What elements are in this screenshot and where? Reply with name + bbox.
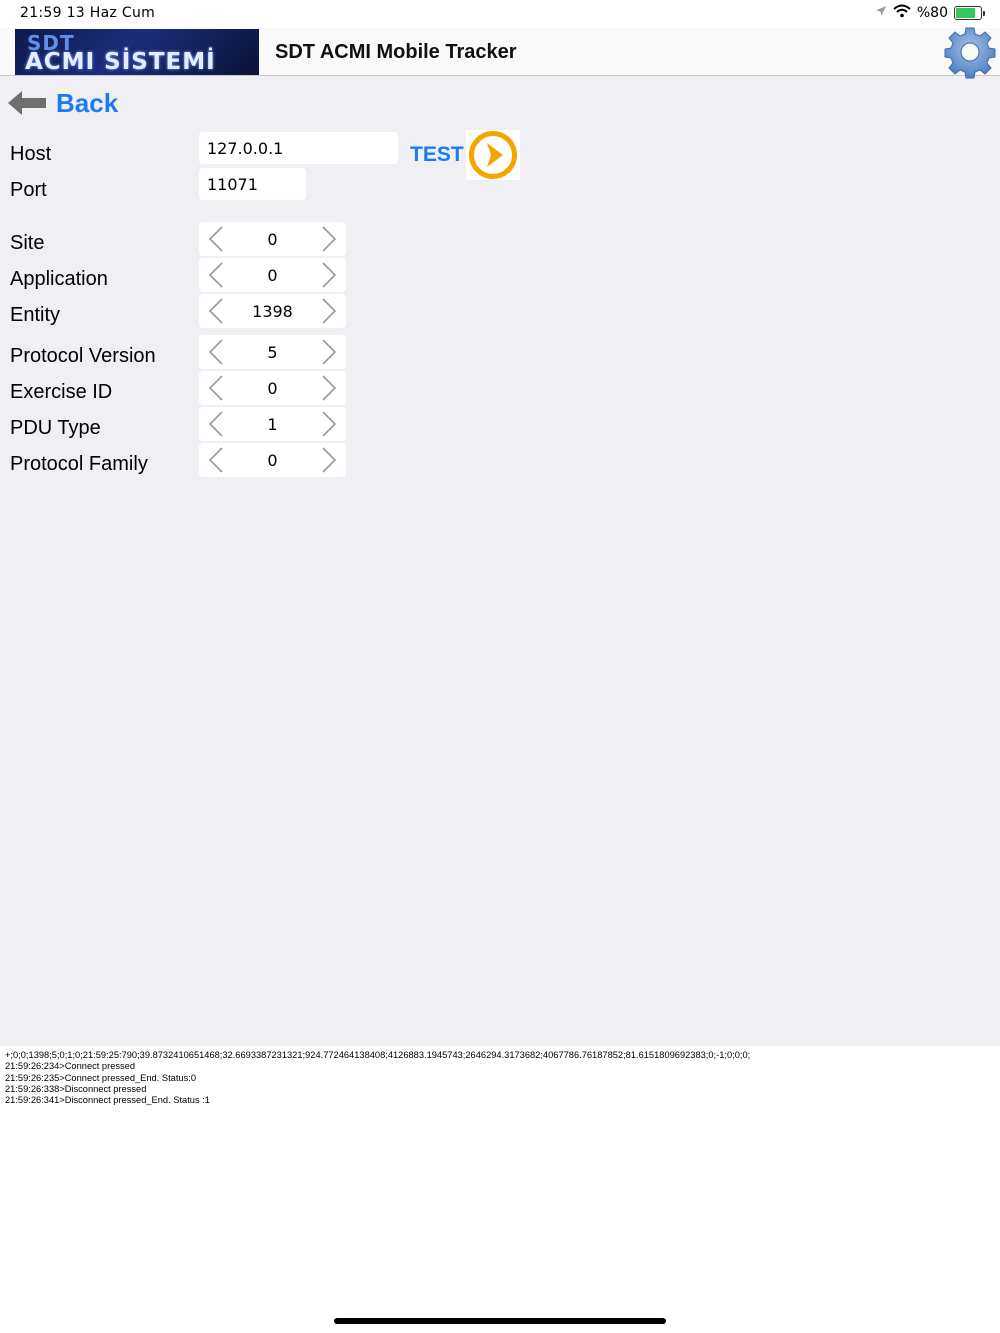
chevron-left-icon[interactable]	[201, 337, 231, 367]
app-header	[0, 28, 1000, 76]
chevron-left-icon[interactable]	[201, 373, 231, 403]
status-time: 21:59 13 Haz Cum	[20, 5, 156, 21]
log-area	[0, 1046, 1000, 1333]
wifi-icon	[893, 4, 911, 22]
site-stepper[interactable]	[199, 222, 346, 256]
chevron-right-icon[interactable]	[314, 373, 344, 403]
app-logo	[15, 29, 259, 75]
logo-line1: SDT	[27, 31, 75, 55]
chevron-left-icon[interactable]	[201, 260, 231, 290]
exercise-id-label: Exercise ID	[10, 381, 113, 403]
entity-value: 1398	[252, 302, 293, 321]
battery-text: %80	[916, 5, 948, 21]
site-value: 0	[267, 230, 278, 249]
chevron-left-icon[interactable]	[201, 445, 231, 475]
log-line: 21:59:26:234>Connect pressed	[5, 1061, 135, 1072]
application-label: Application	[10, 268, 108, 290]
test-label: TEST	[410, 143, 464, 166]
chevron-left-icon[interactable]	[201, 296, 231, 326]
pdu-type-stepper[interactable]	[199, 407, 346, 441]
back-label: Back	[56, 87, 119, 118]
gear-icon	[942, 24, 998, 80]
application-stepper[interactable]	[199, 258, 346, 292]
log-line: 21:59:26:338>Disconnect pressed	[5, 1083, 147, 1094]
chevron-right-icon[interactable]	[314, 445, 344, 475]
exercise-id-value: 0	[267, 379, 278, 398]
chevron-right-icon[interactable]	[314, 296, 344, 326]
app-title: SDT ACMI Mobile Tracker	[275, 41, 517, 63]
battery-fill	[956, 8, 975, 18]
status-right	[875, 4, 982, 22]
log-line: 21:59:26:341>Disconnect pressed_End. Status :1	[5, 1095, 210, 1106]
protocol-version-value: 5	[267, 343, 278, 362]
pdu-type-value: 1	[267, 415, 278, 434]
entity-label: Entity	[10, 304, 61, 326]
chevron-left-icon[interactable]	[201, 224, 231, 254]
chevron-right-icon[interactable]	[314, 224, 344, 254]
protocol-version-label: Protocol Version	[10, 345, 156, 367]
pdu-type-label: PDU Type	[10, 417, 101, 439]
application-value: 0	[267, 266, 278, 285]
host-input[interactable]: 127.0.0.1	[199, 132, 398, 164]
protocol-family-stepper[interactable]	[199, 443, 346, 477]
protocol-version-stepper[interactable]	[199, 335, 346, 369]
status-bar	[0, 0, 1000, 28]
test-button[interactable]	[410, 130, 520, 180]
location-arrow-icon	[875, 5, 887, 21]
log-line: 21:59:26:235>Connect pressed_End. Status:0	[5, 1072, 196, 1083]
log-line: +;0;0;1398;5;0;1;0;21:59:25:790;39.8732410651468;32.6693387231321;924.772464138408;4126883.1945743;2646294.3173682;4067786.76187852;81.6151809692383;0;-1;0;0;0;	[5, 1050, 751, 1060]
chevron-right-icon[interactable]	[314, 260, 344, 290]
settings-button[interactable]	[942, 24, 998, 80]
logo-line2: ACMI SİSTEMİ	[25, 49, 216, 75]
entity-stepper[interactable]	[199, 294, 346, 328]
home-indicator	[334, 1318, 666, 1324]
chevron-right-icon[interactable]	[314, 337, 344, 367]
port-input[interactable]: 11071	[199, 168, 306, 200]
chevron-right-icon[interactable]	[314, 409, 344, 439]
battery-charging-icon	[954, 6, 982, 20]
protocol-family-label: Protocol Family	[10, 453, 148, 475]
port-label: Port	[10, 179, 47, 201]
host-label: Host	[10, 143, 52, 165]
chevron-left-icon[interactable]	[201, 409, 231, 439]
back-arrow-icon	[8, 90, 48, 116]
exercise-id-stepper[interactable]	[199, 371, 346, 405]
play-circle-icon	[466, 130, 520, 180]
protocol-family-value: 0	[267, 451, 278, 470]
site-label: Site	[10, 232, 45, 254]
back-button[interactable]	[8, 86, 118, 120]
